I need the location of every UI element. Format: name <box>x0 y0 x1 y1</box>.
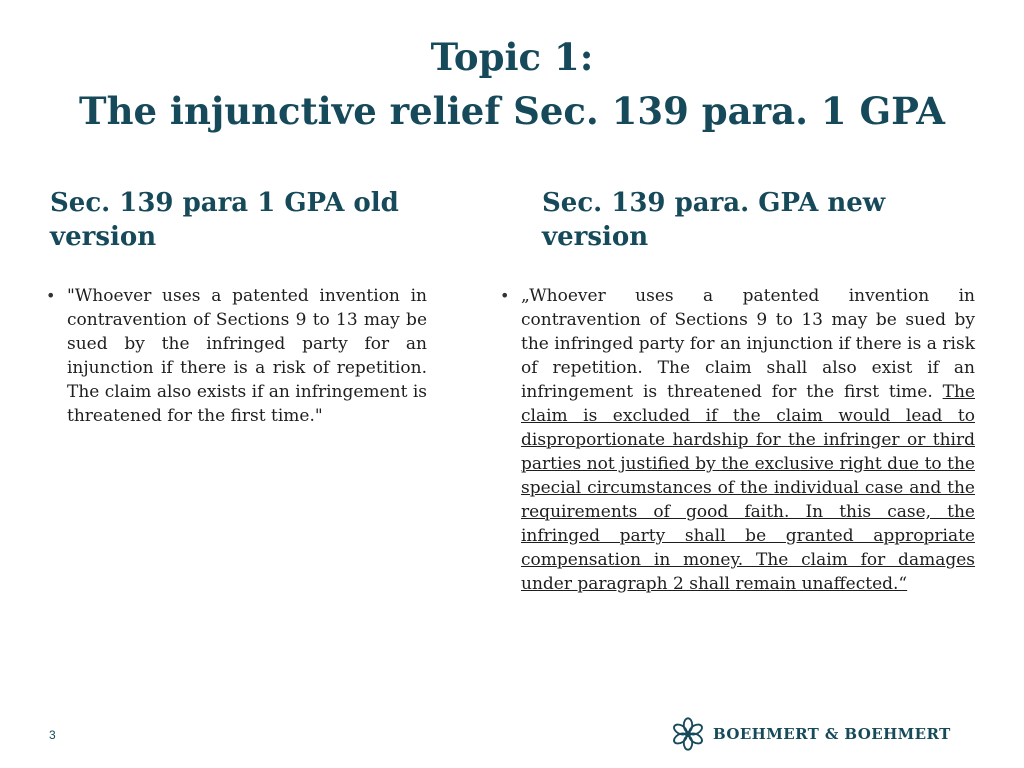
old-version-text-block <box>46 284 427 428</box>
logo-text: BOEHMERT & BOEHMERT <box>713 725 951 743</box>
slide-title <box>0 30 1024 138</box>
title-line-2: The injunctive relief Sec. 139 para. 1 GPA <box>79 89 945 133</box>
new-version-amendment-text: The claim is excluded if the claim would lead to disproportionate hardship for the infringer or third parties not justified by the exclusive right due to the special circumstances of the individual case and the requirements of good faith. In this case, the infringed party shall be granted appropriate compensation in money. The claim for damages under paragraph 2 shall remain unaffected.“ <box>521 382 975 594</box>
bullet-marker: • <box>46 286 56 305</box>
new-version-text-block <box>500 284 975 596</box>
title-line-1: Topic 1: <box>430 35 594 79</box>
company-logo <box>671 716 951 752</box>
page-number: 3 <box>49 728 56 742</box>
new-version-heading: Sec. 139 para. GPA new version <box>542 188 886 252</box>
new-version-text: „Whoever uses a patented invention in contravention of Sections 9 to 13 may be sued by the infringed party for an injunction if there is a risk of repetition. The claim shall also exist if an infringement is threatened for the first time. <box>521 286 975 402</box>
bullet-marker: • <box>500 286 510 305</box>
flower-knot-icon <box>671 717 705 751</box>
old-version-text: "Whoever uses a patented invention in contravention of Sections 9 to 13 may be sued by the infringed party for an injunction if there is a risk of repetition. The claim also exists if an infringement is threatened for the first time." <box>67 286 427 426</box>
old-version-heading: Sec. 139 para 1 GPA old version <box>50 188 399 252</box>
